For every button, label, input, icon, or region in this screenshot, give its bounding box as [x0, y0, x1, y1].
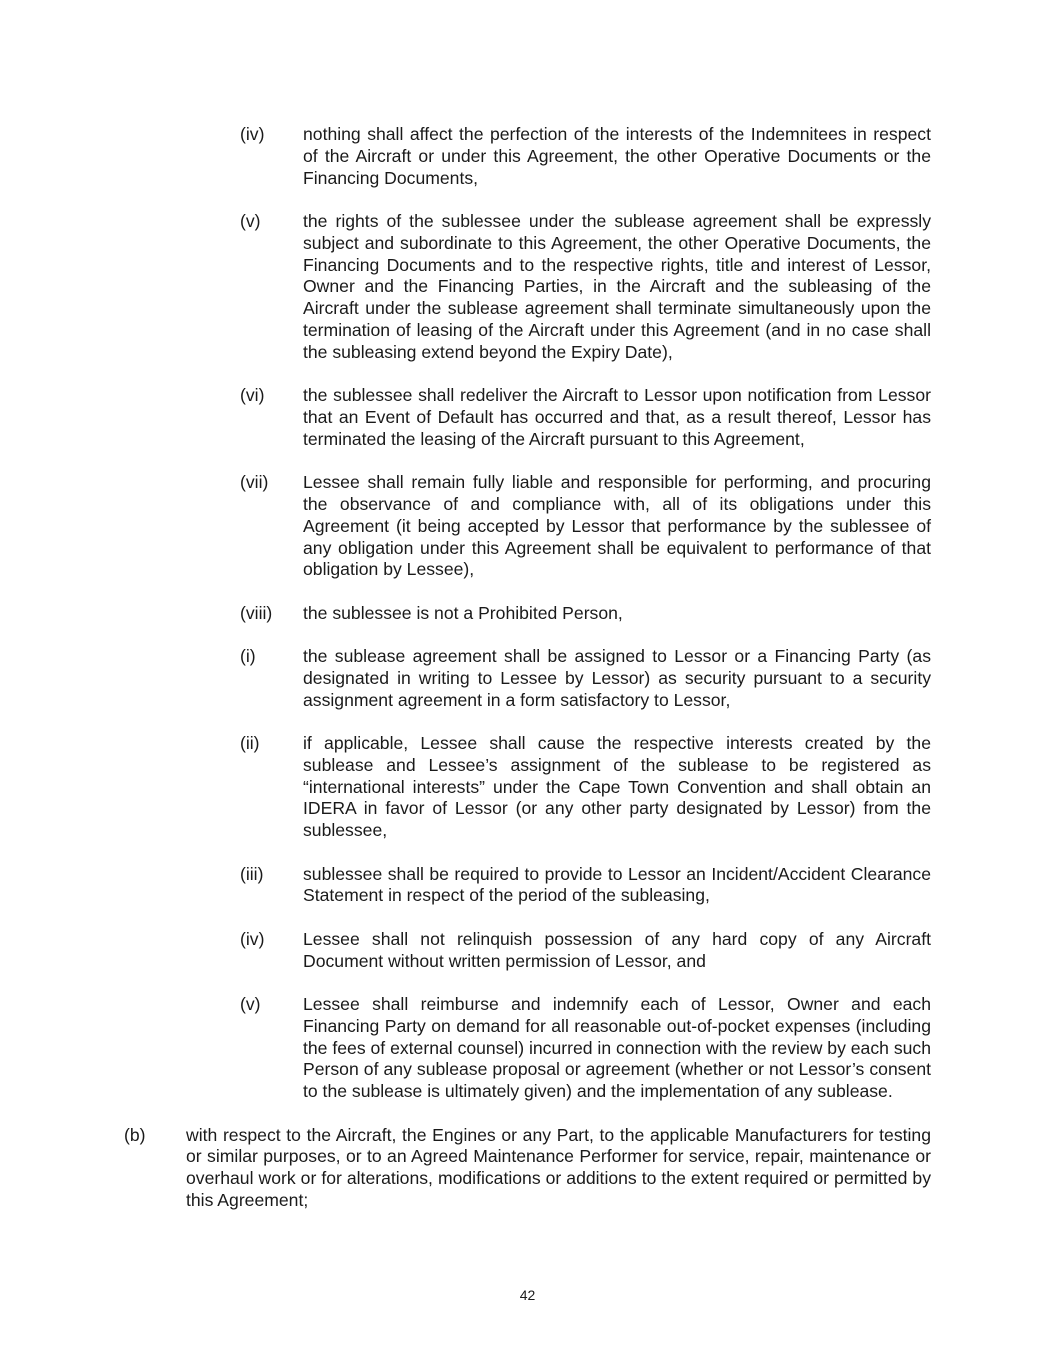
clause-label: (v)	[240, 994, 261, 1015]
clause-text: Lessee shall reimburse and indemnify each of Lessor, Owner and each Financing Party on demand for all reasonable out-of-pocket expenses (including the fees of external counsel) incurred in connection with the review by each such Person of any sublease proposal or agreement (whether or not Lessor’s consent to the sublease is ultimately given) and the implementation of any sublease.	[303, 994, 931, 1102]
clause-label: (iv)	[240, 124, 265, 144]
clause-label: (iv)	[240, 928, 265, 949]
list-item	[0, 646, 1055, 711]
list-item	[0, 124, 1055, 189]
clause-text: Lessee shall remain fully liable and responsible for performing, and procuring the observance of and compliance with, all of its obligations under this Agreement (it being accepted by Lessor that performance by the sublessee of any obligation under this Agreement shall be equivalent to performance of that obligation by Lessee),	[303, 472, 931, 580]
list-item	[0, 211, 1055, 364]
list-item	[0, 929, 1055, 973]
clause-text: the sublessee shall redeliver the Aircraft to Lessor upon notification from Lessor that an Event of Default has occurred and that, as a result thereof, Lessor has terminated the leasing of the Aircraft pursuant to this Agreement,	[303, 385, 931, 449]
clause-text: Lessee shall not relinquish possession of any hard copy of any Aircraft Document without written permission of Lessor, and	[303, 928, 931, 971]
clause-label: (ii)	[240, 733, 260, 754]
clause-b-label: (b)	[124, 1124, 146, 1145]
clause-label: (i)	[240, 646, 256, 667]
list-item	[0, 603, 1055, 625]
clause-label: (iii)	[240, 863, 264, 884]
list-item	[0, 472, 1055, 581]
clause-label: (vi)	[240, 385, 265, 406]
list-item	[0, 385, 1055, 450]
clause-b-text: with respect to the Aircraft, the Engines or any Part, to the applicable Manufacturers for testing or similar purposes, or to an Agreed Maintenance Performer for service, repair, maintenance or overhaul work or for alterations, modifications or additions to the extent required or permitted by this Agreement;	[186, 1124, 931, 1211]
clause-text: if applicable, Lessee shall cause the respective interests created by the sublease and Lessee’s assignment of the sublease to be registered as “international interests” under the Cape Town Convention and shall obtain an IDERA in favor of Lessor (or any other party designated by Lessor) from the sublessee,	[303, 733, 931, 841]
clause-label: (viii)	[240, 602, 273, 623]
clause-label: (vii)	[240, 472, 269, 493]
list-item	[0, 994, 1055, 1103]
clause-b	[0, 1125, 1055, 1212]
clause-text: nothing shall affect the perfection of the interests of the Indemnitees in respect of the Aircraft or under this Agreement, the other Operative Documents or the Financing Documents,	[303, 124, 931, 188]
clause-text: sublessee shall be required to provide to Lessor an Incident/Accident Clearance Statement in respect of the period of the subleasing,	[303, 863, 931, 906]
clause-label: (v)	[240, 210, 261, 231]
clause-text: the sublease agreement shall be assigned to Lessor or a Financing Party (as designated in writing to Lessee by Lessor) as security pursuant to a security assignment agreement in a form satisfactory to Lessor,	[303, 646, 931, 710]
list-item	[0, 864, 1055, 908]
page-number: 42	[519, 1287, 536, 1303]
list-item	[0, 733, 1055, 842]
clause-text: the rights of the sublessee under the sublease agreement shall be expressly subject and subordinate to this Agreement, the other Operative Documents, the Financing Documents and to the respective rights, title and interest of Lessor, Owner and the Financing Parties, in the Aircraft and the subleasing of the Aircraft under the sublease agreement shall terminate simultaneously upon the termination of leasing of the Aircraft under this Agreement (and in no case shall the subleasing extend beyond the Expiry Date),	[303, 210, 931, 362]
clause-text: the sublessee is not a Prohibited Person,	[303, 602, 623, 623]
clause-list	[0, 124, 1055, 1233]
